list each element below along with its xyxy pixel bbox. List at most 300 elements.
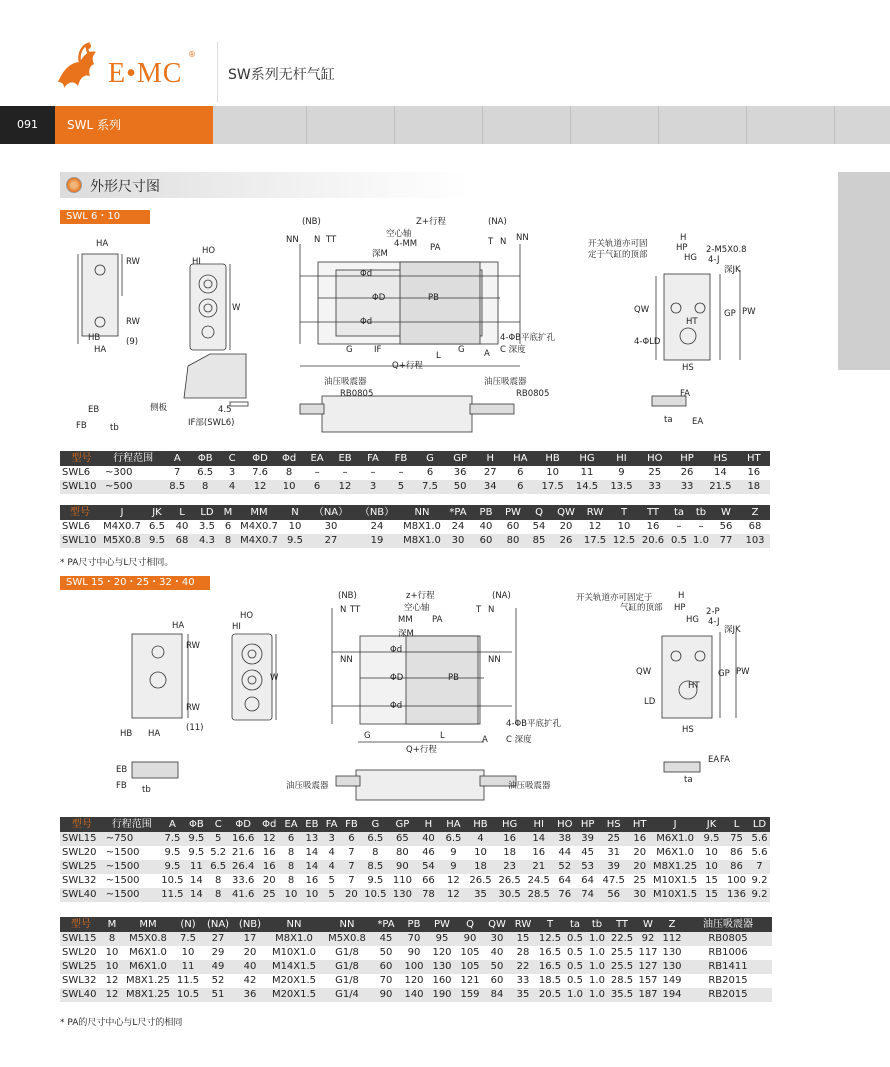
dim-hg: HG bbox=[684, 253, 697, 263]
table-cell: 9.5 bbox=[160, 860, 185, 874]
table-cell: G1/8 bbox=[322, 960, 372, 974]
column-header: 型号 bbox=[60, 817, 104, 832]
table-cell: 8 bbox=[281, 874, 302, 888]
table-cell: 40 bbox=[170, 520, 194, 534]
table-cell: M5X0.8 bbox=[100, 534, 144, 548]
table-cell: 50 bbox=[372, 946, 400, 960]
table-cell: 60 bbox=[372, 960, 400, 974]
table-cell: 1.0 bbox=[586, 988, 608, 1002]
dim-pb: PB bbox=[428, 293, 439, 303]
table-cell: M4X0.7 bbox=[100, 520, 144, 534]
dim-ea: EA bbox=[708, 755, 720, 765]
table-cell: 80 bbox=[389, 846, 416, 860]
table-cell: 4 bbox=[322, 846, 341, 860]
column-header: HO bbox=[553, 817, 576, 832]
table-cell: 95 bbox=[428, 932, 456, 946]
column-header: Φd bbox=[258, 817, 281, 832]
table-cell: 20 bbox=[628, 860, 651, 874]
table-cell: 50 bbox=[484, 960, 510, 974]
table-cell: 110 bbox=[389, 874, 416, 888]
table-cell: 52 bbox=[202, 974, 234, 988]
column-header: MM bbox=[236, 505, 282, 520]
table-cell: 4 bbox=[219, 480, 245, 494]
table-cell: 20 bbox=[628, 846, 651, 860]
table-cell: 7.6 bbox=[245, 466, 275, 480]
table-cell: 7 bbox=[341, 846, 362, 860]
table-cell: 64 bbox=[576, 874, 599, 888]
column-header: Φd bbox=[275, 451, 303, 466]
table-cell: 21 bbox=[524, 860, 553, 874]
dim-na: (NA) bbox=[492, 591, 511, 601]
table-cell: 45 bbox=[372, 932, 400, 946]
table-cell: 6 bbox=[220, 520, 236, 534]
dim-q-stroke: Q+行程 bbox=[406, 745, 437, 755]
table-cell: 14 bbox=[301, 860, 322, 874]
table-cell: 100 bbox=[724, 874, 749, 888]
table-cell: 20 bbox=[258, 874, 281, 888]
column-header: JK bbox=[144, 505, 170, 520]
column-header: (NB) bbox=[234, 917, 266, 932]
column-header: Z bbox=[740, 505, 770, 520]
dim-hs: HS bbox=[682, 363, 694, 373]
table-cell: 10 bbox=[282, 520, 308, 534]
column-header: （NB） bbox=[354, 505, 400, 520]
table-cell: 130 bbox=[660, 960, 684, 974]
table-cell: 16.5 bbox=[536, 946, 564, 960]
table-cell: 80 bbox=[500, 534, 526, 548]
table-cell: 117 bbox=[636, 946, 660, 960]
table-cell: 50 bbox=[445, 480, 475, 494]
dim-pw: PW bbox=[736, 667, 750, 677]
table-cell: 1.0 bbox=[690, 534, 712, 548]
table-cell: 85 bbox=[526, 534, 552, 548]
column-header: ta bbox=[564, 917, 586, 932]
table-cell: RB1006 bbox=[684, 946, 772, 960]
table-cell: 8 bbox=[281, 860, 302, 874]
table-cell: 30 bbox=[308, 520, 354, 534]
table-cell: 10 bbox=[275, 480, 303, 494]
table-cell: 12 bbox=[258, 832, 281, 846]
table-cell: 64 bbox=[553, 874, 576, 888]
dimension-drawing-swl15-40 bbox=[60, 592, 850, 814]
column-header: N bbox=[282, 505, 308, 520]
table-cell: 10 bbox=[535, 466, 569, 480]
table-cell: M8X1.25 bbox=[653, 861, 698, 872]
table-row bbox=[60, 874, 770, 888]
table-note: * PA的尺寸中心与L尺寸的相同 bbox=[60, 1018, 183, 1028]
spec-table-swl6-10-b bbox=[60, 505, 770, 548]
table-cell: RB0805 bbox=[684, 932, 772, 946]
dim-4-mm: 4-MM bbox=[394, 239, 418, 249]
table-cell: 1.0 bbox=[586, 946, 608, 960]
column-header: 行程范围 bbox=[104, 817, 160, 832]
table-cell: 35 bbox=[466, 888, 495, 902]
table-row bbox=[60, 974, 772, 988]
dimension-drawing-swl6-10 bbox=[60, 217, 850, 448]
column-header: M bbox=[220, 505, 236, 520]
table-cell: 56 bbox=[712, 520, 740, 534]
hollow-shaft-label: 空心轴 bbox=[404, 603, 430, 613]
table-cell: 17 bbox=[234, 932, 266, 946]
table-cell: 12 bbox=[245, 480, 275, 494]
table-cell: 16 bbox=[738, 466, 770, 480]
column-header: ΦD bbox=[229, 817, 258, 832]
column-header: LD bbox=[194, 505, 220, 520]
column-header: TT bbox=[608, 917, 636, 932]
table-row bbox=[60, 932, 772, 946]
table-cell: 140 bbox=[400, 988, 428, 1002]
table-cell: 190 bbox=[428, 988, 456, 1002]
dim-pa: PA bbox=[432, 615, 443, 625]
table-cell: 18 bbox=[466, 860, 495, 874]
table-cell: 90 bbox=[372, 988, 400, 1002]
table-cell: 27 bbox=[308, 534, 354, 548]
table-cell: SWL32 bbox=[60, 874, 104, 888]
table-cell: 14 bbox=[185, 874, 208, 888]
switch-note: 定于气缸的顶部 bbox=[588, 250, 648, 260]
table-cell: 31 bbox=[599, 846, 628, 860]
dim-hi: HI bbox=[192, 257, 201, 267]
dim-z-stroke: Z+行程 bbox=[416, 217, 446, 227]
dim-tt: TT bbox=[326, 235, 337, 245]
table-cell: 54 bbox=[526, 520, 552, 534]
dim-deep-m: 深M bbox=[372, 249, 388, 259]
dim-ha: HA bbox=[172, 621, 185, 631]
column-header: HP bbox=[671, 451, 703, 466]
table-cell: 10.5 bbox=[362, 888, 389, 902]
table-cell: 15 bbox=[699, 874, 724, 888]
table-cell: 78 bbox=[416, 888, 441, 902]
column-header: HO bbox=[639, 451, 671, 466]
table-cell: – bbox=[303, 466, 331, 480]
table-cell: 16 bbox=[628, 832, 651, 846]
dim-hi: HI bbox=[232, 622, 241, 632]
column-header: NN bbox=[400, 505, 444, 520]
table-row bbox=[60, 534, 770, 548]
dim-g: G bbox=[346, 345, 353, 355]
dim-nb: (NB) bbox=[302, 217, 321, 227]
table-cell: 38 bbox=[553, 832, 576, 846]
absorber-model: RB0805 bbox=[516, 389, 550, 399]
band-separator bbox=[658, 106, 659, 144]
table-cell: 26 bbox=[552, 534, 580, 548]
dim-n: N bbox=[340, 605, 347, 615]
table-cell: – bbox=[331, 466, 359, 480]
column-header: HG bbox=[570, 451, 604, 466]
column-header: A bbox=[160, 817, 185, 832]
dim-9: (9) bbox=[126, 337, 139, 347]
dim-ha-bottom: HA bbox=[94, 345, 107, 355]
table-cell: 25 bbox=[639, 466, 671, 480]
table-cell: 5 bbox=[208, 832, 229, 846]
table-cell: 24 bbox=[354, 520, 400, 534]
table-cell: 29 bbox=[202, 946, 234, 960]
table-cell: 36 bbox=[445, 466, 475, 480]
table-cell: 60 bbox=[484, 974, 510, 988]
table-cell: 160 bbox=[428, 974, 456, 988]
table-cell: 27 bbox=[202, 932, 234, 946]
table-cell: 7.5 bbox=[174, 932, 202, 946]
bullet-icon bbox=[66, 177, 82, 193]
table-cell: 157 bbox=[636, 974, 660, 988]
table-cell: 60 bbox=[500, 520, 526, 534]
table-cell: 45 bbox=[576, 846, 599, 860]
table-cell: 54 bbox=[416, 860, 441, 874]
band-separator bbox=[746, 106, 747, 144]
table-cell: 35.5 bbox=[608, 988, 636, 1002]
drawing-lines bbox=[60, 226, 850, 448]
model-tag-swl15-40: SWL 15・20・25・32・40 bbox=[60, 576, 210, 590]
dim-tb: tb bbox=[142, 785, 151, 795]
c-depth-label: C 深度 bbox=[506, 735, 532, 745]
column-header: HA bbox=[505, 451, 535, 466]
switch-note: 气缸的顶部 bbox=[620, 603, 663, 613]
table-cell: 9.5 bbox=[144, 534, 170, 548]
column-header: HP bbox=[576, 817, 599, 832]
column-header: W bbox=[636, 917, 660, 932]
column-header: Q bbox=[456, 917, 484, 932]
table-cell: SWL6 bbox=[60, 466, 103, 480]
table-cell: 0.5 bbox=[564, 960, 586, 974]
column-header: FB bbox=[387, 451, 415, 466]
column-header: EB bbox=[301, 817, 322, 832]
table-cell: 8 bbox=[362, 846, 389, 860]
dim-na: (NA) bbox=[488, 217, 507, 227]
column-header: (NA) bbox=[202, 917, 234, 932]
dim-mm: MM bbox=[398, 615, 413, 625]
table-cell: 100 bbox=[400, 960, 428, 974]
table-cell: 3 bbox=[359, 480, 387, 494]
absorber-label: 油压吸震器 bbox=[286, 781, 329, 791]
table-header-row bbox=[60, 505, 770, 520]
model-tag-swl6-10: SWL 6・10 bbox=[60, 210, 150, 224]
dim-phi-d: Φd bbox=[390, 645, 403, 655]
table-cell: 1.0 bbox=[586, 974, 608, 988]
table-cell: 18.5 bbox=[536, 974, 564, 988]
hollow-shaft-label: 空心轴 bbox=[386, 229, 412, 239]
table-cell: 7 bbox=[341, 860, 362, 874]
table-cell: 34 bbox=[475, 480, 505, 494]
table-cell: SWL40 bbox=[60, 888, 104, 902]
table-cell: 77 bbox=[712, 534, 740, 548]
column-header: (N) bbox=[174, 917, 202, 932]
switch-note: 开关轨道亦可固 bbox=[588, 239, 648, 249]
table-row bbox=[60, 846, 770, 860]
table-cell: 40 bbox=[234, 960, 266, 974]
dim-2-m5: 2-M5X0.8 bbox=[706, 245, 747, 255]
registered-mark: ® bbox=[188, 50, 196, 59]
table-cell: 13 bbox=[301, 832, 322, 846]
dim-a: A bbox=[484, 349, 490, 359]
table-cell: M10X1.5 bbox=[653, 875, 698, 886]
table-cell: 7 bbox=[341, 874, 362, 888]
column-header: J bbox=[100, 505, 144, 520]
table-cell: 15 bbox=[510, 932, 536, 946]
dim-pw: PW bbox=[742, 307, 756, 317]
dim-fa: FA bbox=[680, 389, 690, 399]
table-cell: M6X1.0 bbox=[651, 846, 699, 860]
table-cell: 10 bbox=[102, 946, 122, 960]
column-header: 油压吸震器 bbox=[684, 917, 772, 932]
table-cell: 16.5 bbox=[536, 960, 564, 974]
table-cell: 127 bbox=[636, 960, 660, 974]
column-header: C bbox=[208, 817, 229, 832]
table-cell: 1.0 bbox=[586, 932, 608, 946]
table-cell: 5.2 bbox=[208, 846, 229, 860]
table-cell: 5 bbox=[322, 888, 341, 902]
table-cell: 76 bbox=[553, 888, 576, 902]
dim-hb: HB bbox=[88, 333, 101, 343]
dim-rw: RW bbox=[126, 257, 140, 267]
table-cell: 20.6 bbox=[638, 534, 668, 548]
dim-gp: GP bbox=[718, 669, 730, 679]
table-cell: 44 bbox=[553, 846, 576, 860]
table-cell: 6 bbox=[341, 832, 362, 846]
table-cell: 9.5 bbox=[282, 534, 308, 548]
table-cell: 149 bbox=[660, 974, 684, 988]
table-cell: G1/8 bbox=[322, 946, 372, 960]
table-cell: 12.5 bbox=[610, 534, 638, 548]
table-cell: 53 bbox=[576, 860, 599, 874]
dim-n: N bbox=[488, 605, 495, 615]
table-cell: 46 bbox=[416, 846, 441, 860]
table-cell: 10 bbox=[466, 846, 495, 860]
absorber-label: 油压吸震器 bbox=[508, 781, 551, 791]
table-cell: 16 bbox=[301, 874, 322, 888]
dim-deep-m: 深M bbox=[398, 629, 414, 639]
column-header: tb bbox=[690, 505, 712, 520]
dim-q-stroke: Q+行程 bbox=[392, 361, 423, 371]
dim-t: T bbox=[488, 237, 494, 247]
page-title: SW系列无杆气缸 bbox=[228, 67, 335, 83]
dim-hp: HP bbox=[676, 243, 688, 253]
dim-pa: PA bbox=[430, 243, 441, 253]
dim-a: A bbox=[482, 735, 488, 745]
dim-ht: HT bbox=[688, 681, 700, 691]
table-cell: 26.4 bbox=[229, 860, 258, 874]
dim-4-j: 4-J bbox=[708, 255, 720, 265]
column-header: T bbox=[536, 917, 564, 932]
spec-table-swl15-40-b bbox=[60, 917, 772, 1002]
table-cell: 3 bbox=[219, 466, 245, 480]
table-cell: 20 bbox=[341, 888, 362, 902]
spec-table-swl15-40-a bbox=[60, 817, 770, 902]
counterbore-label: 4-ΦB平底扩孔 bbox=[500, 333, 555, 343]
dim-ha-bottom: HA bbox=[148, 729, 161, 739]
dim-tb: tb bbox=[110, 423, 119, 433]
column-header: Q bbox=[526, 505, 552, 520]
table-cell: M6X1.0 bbox=[651, 832, 699, 846]
table-cell: 6.5 bbox=[144, 520, 170, 534]
dim-pb: PB bbox=[448, 673, 459, 683]
table-cell: 70 bbox=[372, 974, 400, 988]
dim-h: H bbox=[678, 591, 685, 601]
dim-phi-d: Φd bbox=[360, 269, 373, 279]
dim-hg: HG bbox=[686, 615, 699, 625]
table-cell: 9 bbox=[441, 860, 466, 874]
table-cell: 30 bbox=[484, 932, 510, 946]
table-cell: 11 bbox=[570, 466, 604, 480]
dim-ha: HA bbox=[96, 239, 109, 249]
table-cell: 92 bbox=[636, 932, 660, 946]
page-number: 091 bbox=[0, 106, 55, 144]
dim-qw: QW bbox=[634, 305, 650, 315]
table-cell: SWL20 bbox=[60, 846, 104, 860]
table-cell: 12 bbox=[441, 888, 466, 902]
table-cell: ~300 bbox=[103, 466, 163, 480]
table-cell: 14 bbox=[524, 832, 553, 846]
table-cell: 9.2 bbox=[749, 888, 770, 902]
dim-nn: NN bbox=[488, 655, 501, 665]
column-header: 行程范围 bbox=[103, 451, 163, 466]
table-cell: 11.5 bbox=[174, 974, 202, 988]
table-cell: 8.5 bbox=[362, 860, 389, 874]
table-cell: 8 bbox=[208, 888, 229, 902]
dim-l: L bbox=[440, 731, 445, 741]
absorber-model: RB0805 bbox=[340, 389, 374, 399]
table-cell: 0.5 bbox=[564, 932, 586, 946]
dim-nn: NN bbox=[340, 655, 353, 665]
table-cell: 17.5 bbox=[535, 480, 569, 494]
table-cell: 24.5 bbox=[524, 874, 553, 888]
table-cell: 12 bbox=[331, 480, 359, 494]
table-cell: M10X1.0 bbox=[266, 946, 322, 960]
table-cell: 12.5 bbox=[536, 932, 564, 946]
dim-rw: RW bbox=[186, 703, 200, 713]
dim-4-5: 4.5 bbox=[218, 405, 232, 415]
table-cell: 9.5 bbox=[185, 832, 208, 846]
table-cell: 25.5 bbox=[608, 960, 636, 974]
table-cell: ~500 bbox=[103, 480, 163, 494]
table-cell: M5X0.8 bbox=[322, 932, 372, 946]
table-cell: 10.5 bbox=[161, 875, 184, 886]
column-header: JK bbox=[699, 817, 724, 832]
dim-h: H bbox=[680, 233, 687, 243]
table-header-row bbox=[60, 817, 770, 832]
table-cell: 26.5 bbox=[466, 874, 495, 888]
table-cell: 6.5 bbox=[191, 466, 219, 480]
table-cell: M5X0.8 bbox=[122, 932, 174, 946]
dim-rw: RW bbox=[186, 641, 200, 651]
table-cell: RB1411 bbox=[684, 960, 772, 974]
table-cell: ~1500 bbox=[104, 846, 160, 860]
table-cell: 4 bbox=[466, 832, 495, 846]
table-cell: 39 bbox=[599, 860, 628, 874]
table-cell: 11 bbox=[174, 960, 202, 974]
table-cell: 35 bbox=[510, 988, 536, 1002]
table-cell: 20.5 bbox=[536, 988, 564, 1002]
table-cell: 4 bbox=[322, 860, 341, 874]
table-cell: 16.6 bbox=[229, 832, 258, 846]
column-header: FA bbox=[322, 817, 341, 832]
table-cell: 8 bbox=[220, 534, 236, 548]
dim-ea: EA bbox=[692, 417, 704, 427]
table-cell: 7 bbox=[163, 466, 191, 480]
table-cell: 22.5 bbox=[608, 932, 636, 946]
table-cell: 21.6 bbox=[229, 846, 258, 860]
column-header: Z bbox=[660, 917, 684, 932]
spec-table-swl6-10-a bbox=[60, 451, 770, 494]
table-cell: ~1500 bbox=[104, 888, 160, 902]
table-cell: 14 bbox=[703, 466, 737, 480]
table-cell: 112 bbox=[660, 932, 684, 946]
table-header-row bbox=[60, 451, 770, 466]
table-cell: 75 bbox=[724, 832, 749, 846]
table-cell: ~1500 bbox=[104, 874, 160, 888]
table-cell: 121 bbox=[456, 974, 484, 988]
table-cell: 23 bbox=[495, 860, 524, 874]
column-header: A bbox=[163, 451, 191, 466]
